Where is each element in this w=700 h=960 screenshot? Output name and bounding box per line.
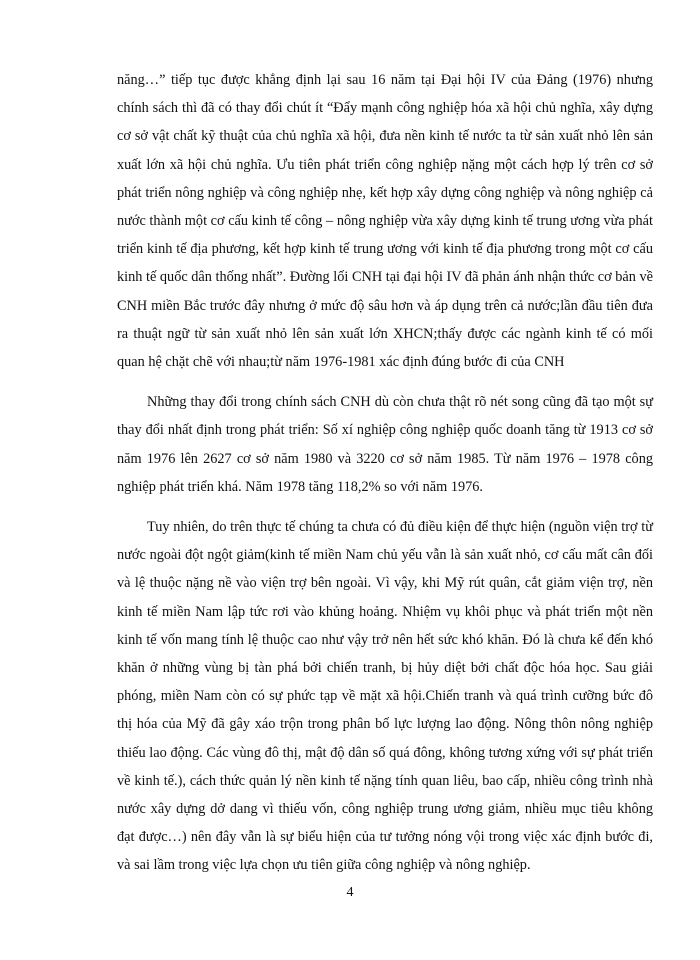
paragraph-limitations: Tuy nhiên, do trên thực tế chúng ta chưa có đủ điều kiện để thực hiện (nguồn viện trợ từ nước ngoài đột ngột giảm(kinh tế miền Nam chủ yếu vẫn là sản xuất nhỏ, cơ cấu mất cân đối và lệ thuộc nặng nề vào viện trợ bên ngoài. Vì vậy, khi Mỹ rút quân, cắt giảm viện trợ, nền kinh tế miền Nam lập tức rơi vào khủng hoảng. Nhiệm vụ khôi phục và phát triển một nền kinh tế vốn mang tính lệ thuộc cao như vậy trở nên hết sức khó khăn. Đó là chưa kể đến khó khăn ở những vùng bị tàn phá bởi chiến tranh, bị hủy diệt bởi chất độc hóa học. Sau giải phóng, miền Nam còn có sự phức tạp về mặt xã hội.Chiến tranh và quá trình cưỡng bức đô thị hóa của Mỹ đã gây xáo trộn trong phân bố lực lượng lao động. Nông thôn nông nghiệp thiếu lao động. Các vùng đô thị, mật độ dân số quá đông, không tương xứng với sự phát triển về kinh tế.), cách thức quản lý nền kinh tế nặng tính quan liêu, bao cấp, nhiều công trình nhà nước xây dựng dở dang vì thiếu vốn, công nghiệp trung ương giảm, nhiều mục tiêu không đạt được…) nên đây vẫn là sự biểu hiện của tư tưởng nóng vội trong việc xác định bước đi, và sai lầm trong việc lựa chọn ưu tiên giữa công nghiệp và nông nghiệp. bbox=[117, 519, 653, 874]
paragraph-continuation: năng…” tiếp tục được khẳng định lại sau 16 năm tại Đại hội IV của Đảng (1976) nhưng chính sách thì đã có thay đổi chút ít “Đẩy mạnh công nghiệp hóa xã hội chủ nghĩa, xây dựng cơ sở vật chất kỹ thuật của chủ nghĩa xã hội, đưa nền kinh tế nước ta từ sản xuất nhỏ lên sản xuất lớn xã hội chủ nghĩa. Ưu tiên phát triển công nghiệp nặng một cách hợp lý trên cơ sở phát triển nông nghiệp và công nghiệp nhẹ, kết hợp xây dựng công nghiệp và nông nghiệp cả nước thành một cơ cấu kinh tế công – nông nghiệp vừa xây dựng kinh tế trung ương vừa phát triển kinh tế địa phương, kết hợp kinh tế trung ương với kinh tế địa phương trong một cơ cấu kinh tế quốc dân thống nhất”. Đường lối CNH tại đại hội IV đã phản ánh nhận thức cơ bản về CNH miền Bắc trước đây nhưng ở mức độ sâu hơn và áp dụng trên cả nước;lần đầu tiên đưa ra thuật ngữ từ sản xuất nhỏ lên sản xuất lớn XHCN;thấy được các ngành kinh tế có mối quan hệ chặt chẽ với nhau;từ năm 1976-1981 xác định đúng bước đi của CNH bbox=[117, 72, 653, 371]
paragraph-industrialization-changes: Những thay đổi trong chính sách CNH dù còn chưa thật rõ nét song cũng đã tạo một sự thay đổi nhất định trong phát triển: Số xí nghiệp công nghiệp quốc doanh tăng từ 1913 cơ sở năm 1976 lên 2627 cơ sở năm 1980 và 3220 cơ sở năm 1985. Từ năm 1976 – 1978 công nghiệp phát triển khá. Năm 1978 tăng 118,2% so với năm 1976. bbox=[117, 394, 653, 495]
page-number: 4 bbox=[346, 885, 354, 900]
body-text bbox=[117, 66, 653, 880]
